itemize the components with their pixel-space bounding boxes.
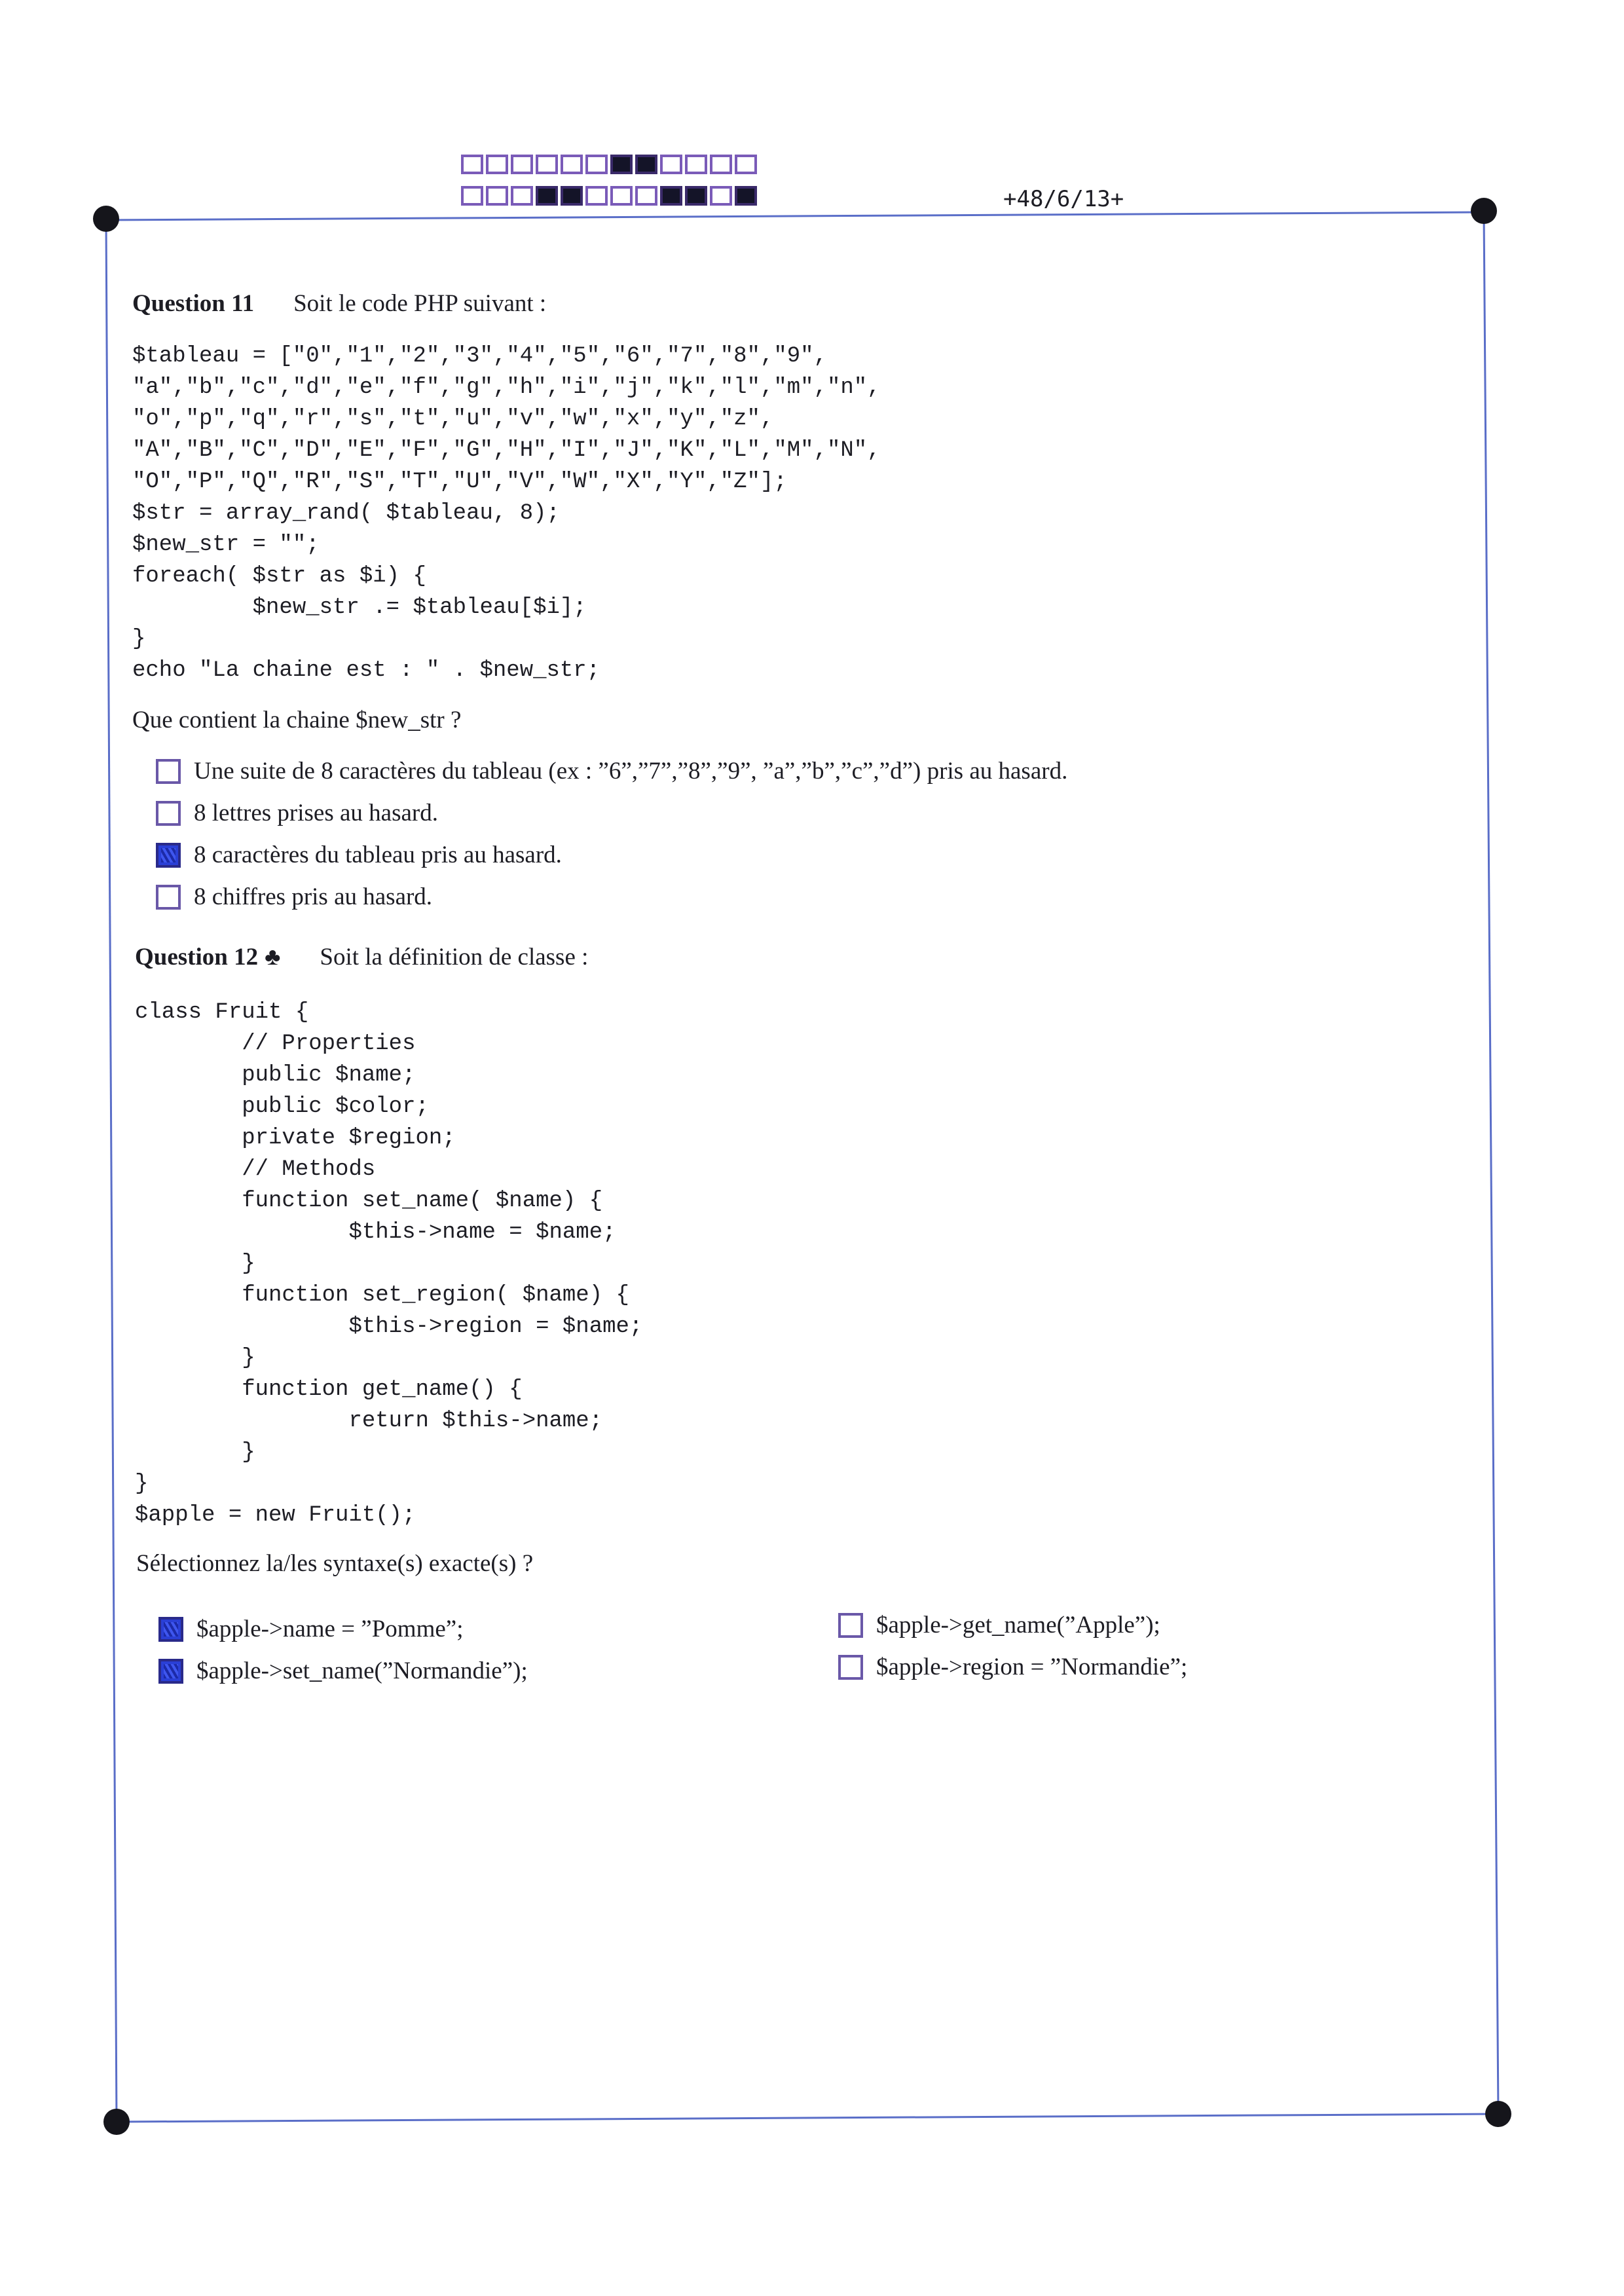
code-box: [710, 155, 732, 174]
q11-option-4[interactable]: [156, 883, 432, 911]
q12-option-3[interactable]: [838, 1611, 1160, 1639]
page-code-row-2: [461, 186, 757, 206]
question-11-title: Question 11: [132, 290, 255, 317]
q12-option-3-label: $apple->get_name(”Apple”);: [876, 1612, 1160, 1639]
code-box: [461, 186, 483, 206]
code-box: [610, 155, 633, 174]
frame-top-line: [106, 212, 1484, 220]
question-11-code: $tableau = ["0","1","2","3","4","5","6","7","8","9", "a","b","c","d","e","f","g","h","i","j","k","l","m","n", "o","p","q","r","s","t","u","v","w","x","y","z", "A","B","C","D","E","F","G","H","I","J","K","L","M","N", "O","P","Q","R","S","T","U","V","W","X","Y","Z"]; $str = array_rand( $tableau, 8); $new_str = ""; foreach( $str as $i) { $new_str .= $tableau[$i]; } echo "La chaine est : " . $new_str;: [132, 344, 881, 683]
q11-option-1-checkbox[interactable]: [156, 759, 181, 784]
code-box: [461, 155, 483, 174]
code-box: [511, 155, 533, 174]
frame-bottom-line: [117, 2114, 1498, 2122]
code-box: [635, 155, 657, 174]
code-box: [635, 186, 657, 206]
q11-option-3-label: 8 caractères du tableau pris au hasard.: [194, 842, 562, 868]
q12-option-4-label: $apple->region = ”Normandie”;: [876, 1654, 1188, 1680]
code-box: [610, 186, 633, 206]
q12-option-3-checkbox[interactable]: [838, 1613, 863, 1638]
q12-option-2-label: $apple->set_name(”Normandie”);: [196, 1657, 528, 1684]
code-box: [710, 186, 732, 206]
q11-option-3-checkbox[interactable]: [156, 843, 181, 868]
q11-option-3[interactable]: [156, 841, 562, 869]
corner-mark-top-right: [1471, 198, 1497, 224]
code-box: [660, 155, 682, 174]
question-12-code: class Fruit { // Properties public $name; public $color; private $region; // Methods function set_name( $name) { $this->name = $name; } function set_region( $name) { $this->region = $name; } function get_name() { return $this->name; } } $apple = new Fruit();: [135, 1000, 643, 1528]
code-box: [685, 186, 707, 206]
q12-option-1-checkbox[interactable]: [158, 1617, 183, 1642]
question-12-header: [135, 943, 588, 971]
code-box: [536, 155, 558, 174]
code-box: [735, 155, 757, 174]
q12-option-1[interactable]: [158, 1615, 464, 1643]
question-11-prompt: Que contient la chaine $new_str ?: [132, 707, 462, 733]
q11-option-2-label: 8 lettres prises au hasard.: [194, 800, 438, 826]
q12-option-4-checkbox[interactable]: [838, 1655, 863, 1680]
corner-mark-bottom-left: [103, 2109, 130, 2135]
code-box: [685, 155, 707, 174]
code-box: [660, 186, 682, 206]
question-11-intro: Soit le code PHP suivant :: [293, 290, 547, 317]
code-box: [536, 186, 558, 206]
q12-option-1-label: $apple->name = ”Pomme”;: [196, 1616, 464, 1642]
frame-right-line: [1484, 212, 1498, 2114]
club-icon: ♣: [265, 944, 281, 971]
q11-option-4-label: 8 chiffres pris au hasard.: [194, 883, 433, 910]
question-12-prompt: Sélectionnez la/les syntaxe(s) exacte(s) ?: [136, 1550, 534, 1577]
code-box: [486, 186, 508, 206]
q11-option-1-label: Une suite de 8 caractères du tableau (ex : ”6”,”7”,”8”,”9”, ”a”,”b”,”c”,”d”) pris au hasard.: [194, 758, 1068, 785]
code-box: [511, 186, 533, 206]
code-box: [486, 155, 508, 174]
code-box: [735, 186, 757, 206]
code-box: [585, 186, 608, 206]
question-12-intro: Soit la définition de classe :: [320, 944, 589, 971]
q11-option-4-checkbox[interactable]: [156, 885, 181, 910]
corner-mark-bottom-right: [1485, 2101, 1511, 2127]
code-box: [585, 155, 608, 174]
q12-option-2[interactable]: [158, 1657, 528, 1685]
q12-option-4[interactable]: [838, 1653, 1187, 1681]
q11-option-2-checkbox[interactable]: [156, 801, 181, 826]
question-11-header: [132, 289, 546, 318]
code-box: [561, 155, 583, 174]
q11-option-2[interactable]: [156, 799, 438, 827]
page-code-row-1: [461, 155, 757, 174]
page-id: +48/6/13+: [1003, 186, 1124, 212]
question-12-title: Question 12: [135, 944, 259, 971]
corner-mark-top-left: [93, 206, 119, 232]
frame-left-line: [106, 220, 117, 2122]
q11-option-1[interactable]: [156, 757, 1067, 785]
q12-option-2-checkbox[interactable]: [158, 1659, 183, 1684]
code-box: [561, 186, 583, 206]
